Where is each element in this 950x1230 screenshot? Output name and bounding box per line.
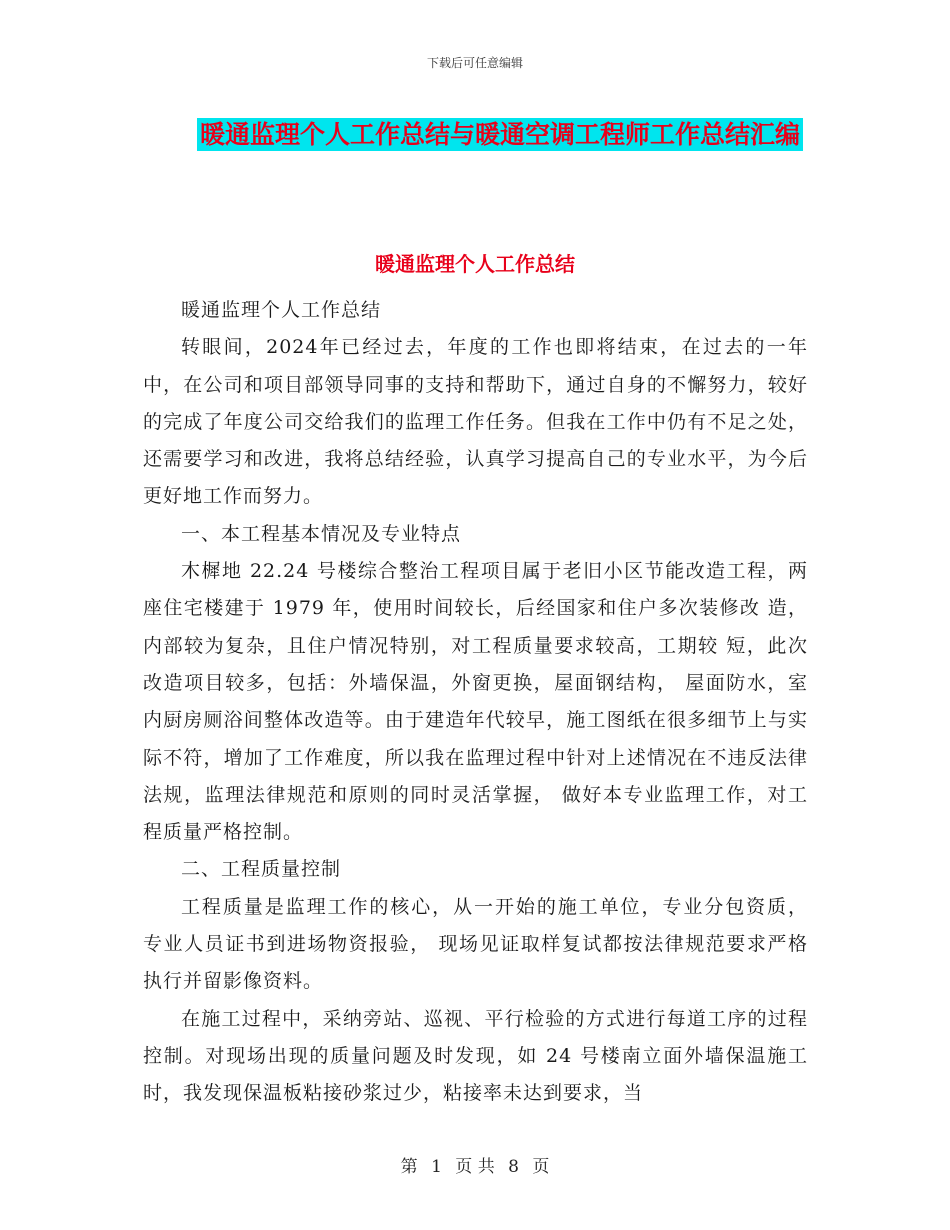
paragraph: 暖通监理个人工作总结 <box>181 299 382 321</box>
paragraph: 转眼间，2024年已经过去，年度的工作也即将结束，在过去的一年中，在公司和项目部领导同事的支持和帮助下，通过自身的不懈努力，较好的完成了年度公司交给我们的监理工作任务。但我在工作中仍有不足之处，还需要学习和改进，我将总结经验，认真学习提高自己的专业水平，为今后更好地工作而努力。 <box>143 336 808 508</box>
paragraph: 在施工过程中，采纳旁站、巡视、平行检验的方式进行每道工序的过程控制。对现场出现的质量问题及时发现，如 24 号楼南立面外墙保温施工时，我发现保温板粘接砂浆过少，粘接率未达到要求，当 <box>143 1007 808 1105</box>
footer-label-page: 第 <box>400 1157 418 1177</box>
document-body <box>143 292 808 1113</box>
paragraph: 木樨地 22.24 号楼综合整治工程项目属于老旧小区节能改造工程，两 座住宅楼建于 1979 年，使用时间较长，后经国家和住户多次装修改 造，内部较为复杂，且住户情况特别，对工程质量要求较高，工期较 短，此次改造项目较多，包括：外墙保温，外窗更换，屋面钢结构， 屋面防水，室内厨房厕浴间整体改造等。由于建造年代较早，施工图纸在很多细节上与实际不符，增加了工作难度，所以我在监理过程中针对上述情况在不违反法律法规，监理法律规范和原则的同时灵活掌握， 做好本专业监理工作，对工程质量严格控制。 <box>143 560 808 844</box>
paragraph: 一、本工程基本情况及专业特点 <box>181 522 462 545</box>
document-title-text: 暖通监理个人工作总结与暖通空调工程师工作总结汇编 <box>197 118 803 151</box>
footer-label-end: 页 <box>532 1157 550 1177</box>
header-note: 下载后可任意编辑 <box>426 56 523 70</box>
page-footer <box>0 1152 950 1177</box>
footer-label-of: 页 共 <box>455 1157 495 1177</box>
paragraph: 二、工程质量控制 <box>181 858 342 881</box>
document-title <box>190 112 810 157</box>
section-title: 暖通监理个人工作总结 <box>375 252 575 276</box>
current-page-number: 1 <box>431 1157 442 1177</box>
paragraph: 工程质量是监理工作的核心，从一开始的施工单位，专业分包资质， 专业人员证书到进场物资报验， 现场见证取样复试都按法律规范要求严格 执行并留影像资料。 <box>143 895 808 993</box>
total-page-count: 8 <box>508 1157 519 1177</box>
